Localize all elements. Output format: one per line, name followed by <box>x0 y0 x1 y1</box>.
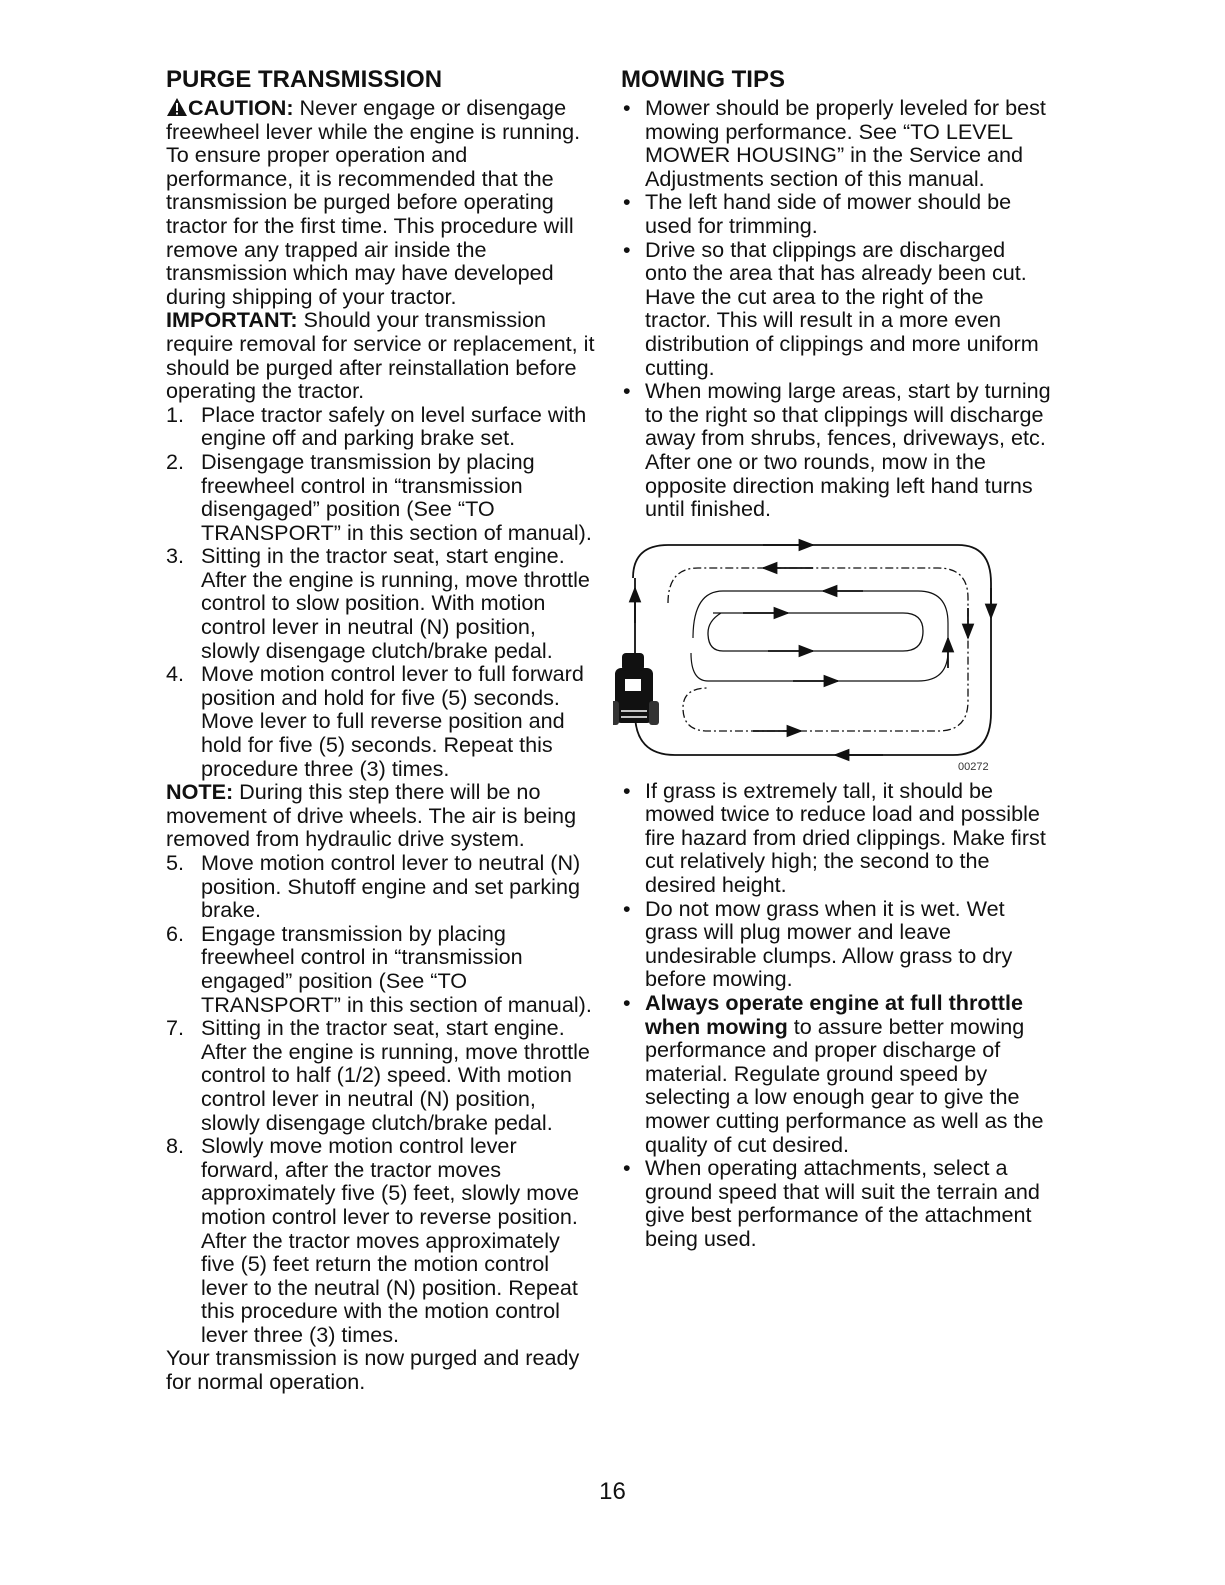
tip-item <box>621 238 1051 380</box>
tip-item <box>621 379 1051 521</box>
tip-text: The left hand side of mower should be used for trimming. <box>645 189 1012 238</box>
step-text: Move motion control lever to neutral (N) position. Shutoff engine and set parking brake. <box>201 850 581 923</box>
step-number: 3. <box>166 543 185 569</box>
caution-text: Never engage or disengage freewheel lever while the engine is running. <box>166 95 581 144</box>
step-text: Disengage transmission by placing freewheel control in “transmission disengaged” position (See “TO TRANSPORT” in this section of manual). <box>201 448 592 545</box>
step-item <box>166 851 598 922</box>
tip-text: If grass is extremely tall, it should be mowed twice to reduce load and possible fire hazard from dried clippings. Make first cut relatively high; the second to the desired height. <box>645 777 1046 898</box>
tip-item <box>621 897 1051 991</box>
tip-item <box>621 779 1051 897</box>
step-number: 8. <box>166 1133 185 1159</box>
intro-paragraph: To ensure proper operation and performance, it is recommended that the transmission be purged before operating tractor for the first time. This procedure will remove any trapped air inside the transmission which may have developed during shipping of your tractor. <box>166 142 574 309</box>
step-number: 4. <box>166 661 185 687</box>
step-text: Sitting in the tractor seat, start engine. After the engine is running, move throttle control to half (1/2) speed. With motion control lever in neutral (N) position, slowly disengage clutch/brake pedal. <box>201 1015 590 1135</box>
steps-list-a <box>166 403 598 781</box>
tip-text: When mowing large areas, start by turning to the right so that clippings will discharge away from shrubs, fences, driveways, etc. After one or two rounds, mow in the opposite direction making left hand turns until finished. <box>645 378 1051 522</box>
important-paragraph <box>166 308 598 402</box>
step-item <box>166 922 598 1016</box>
note-paragraph <box>166 780 598 851</box>
mowing-tips-heading: MOWING TIPS <box>621 66 785 93</box>
important-label: IMPORTANT: <box>166 307 298 333</box>
page-number: 16 <box>599 1478 626 1505</box>
step-number: 7. <box>166 1015 185 1041</box>
step-item <box>166 662 598 780</box>
third-loop-path <box>691 591 948 681</box>
figure-code: 00272 <box>958 760 989 773</box>
steps-list-b <box>166 851 598 1346</box>
step-text: Move motion control lever to full forward position and hold for five (5) seconds. Move lever to full reverse position and hold for five (5) seconds. Repeat this procedure three (3) times. <box>201 661 584 781</box>
step-number: 5. <box>166 850 185 875</box>
bullet-icon: • <box>623 895 631 921</box>
bullet-icon: • <box>623 1155 631 1181</box>
step-item <box>166 403 598 450</box>
tractor-icon <box>613 653 659 725</box>
note-text: During this step there will be no movement of drive wheels. The air is being removed from hydraulic drive system. <box>166 779 577 852</box>
inner-loop-path <box>708 613 923 651</box>
step-text: Sitting in the tractor seat, start engine. After the engine is running, move throttle control to slow position. With motion control lever in neutral (N) position, slowly disengage clutch/brake pedal. <box>201 543 590 663</box>
tip-item <box>621 96 1051 190</box>
step-number: 1. <box>166 401 185 427</box>
caution-label: CAUTION: <box>188 95 294 120</box>
note-label: NOTE: <box>166 779 234 805</box>
caution-paragraph <box>166 96 598 143</box>
tip-text: Do not mow grass when it is wet. Wet grass will plug mower and leave undesirable clumps. Allow grass to dry before mowing. <box>645 895 1013 992</box>
tip-item <box>621 1156 1051 1250</box>
bullet-icon: • <box>623 189 631 215</box>
step-text: Slowly move motion control lever forward, after the tractor moves approximately five (5) feet, slowly move motion control lever to reverse position. After the tractor moves approximately five (5) feet return the motion control lever to the neutral (N) position. Repeat this procedure with the motion control lever three (3) times. <box>201 1133 580 1347</box>
step-text: Place tractor safely on level surface with engine off and parking brake set. <box>201 401 587 451</box>
mowing-pattern-diagram <box>613 533 1013 773</box>
step-number: 6. <box>166 920 185 946</box>
step-item <box>166 544 598 662</box>
closing-paragraph: Your transmission is now purged and ready for normal operation. <box>166 1345 580 1395</box>
tip-text: Mower should be properly leveled for best mowing performance. See “TO LEVEL MOWER HOUSING” in the Service and Adjustments section of this manual. <box>645 95 1046 191</box>
step-item <box>166 1016 598 1134</box>
bullet-icon: • <box>623 378 631 404</box>
bold-rest: to assure better mowing performance and proper discharge of material. Regulate ground speed by selecting a low enough gear to give the mower cutting performance as well as the quality of cut desired. <box>645 1013 1044 1157</box>
tip-item-bold <box>621 991 1051 1156</box>
tip-item <box>621 190 1051 237</box>
warning-triangle-icon <box>166 97 188 117</box>
tip-text: Drive so that clippings are discharged onto the area that has already been cut. Have the cut area to the right of the tractor. This will result in a more even distribution of clippings and more uniform cutting. <box>645 236 1039 380</box>
step-number: 2. <box>166 448 185 474</box>
bold-lead: Always operate engine at full throttle when mowing <box>645 990 1023 1039</box>
right-column <box>621 64 1051 1251</box>
step-item <box>166 1134 598 1346</box>
important-text: Should your transmission require removal for service or replacement, it should be purged after reinstallation before operating the tractor. <box>166 307 595 404</box>
outer-loop-path <box>633 545 991 755</box>
step-item <box>166 450 598 544</box>
step-text: Engage transmission by placing freewheel control in “transmission engaged” position (See “TO TRANSPORT” in this section of manual). <box>201 920 592 1017</box>
left-column <box>166 64 598 1394</box>
bullet-icon: • <box>623 236 631 262</box>
bullet-icon: • <box>623 990 631 1016</box>
tip-text <box>645 991 1051 1156</box>
tip-text: When operating attachments, select a ground speed that will suit the terrain and give best performance of the attachment being used. <box>645 1155 1040 1251</box>
purge-transmission-heading: PURGE TRANSMISSION <box>166 66 443 93</box>
bullet-icon: • <box>623 95 631 120</box>
bullet-icon: • <box>623 777 631 803</box>
